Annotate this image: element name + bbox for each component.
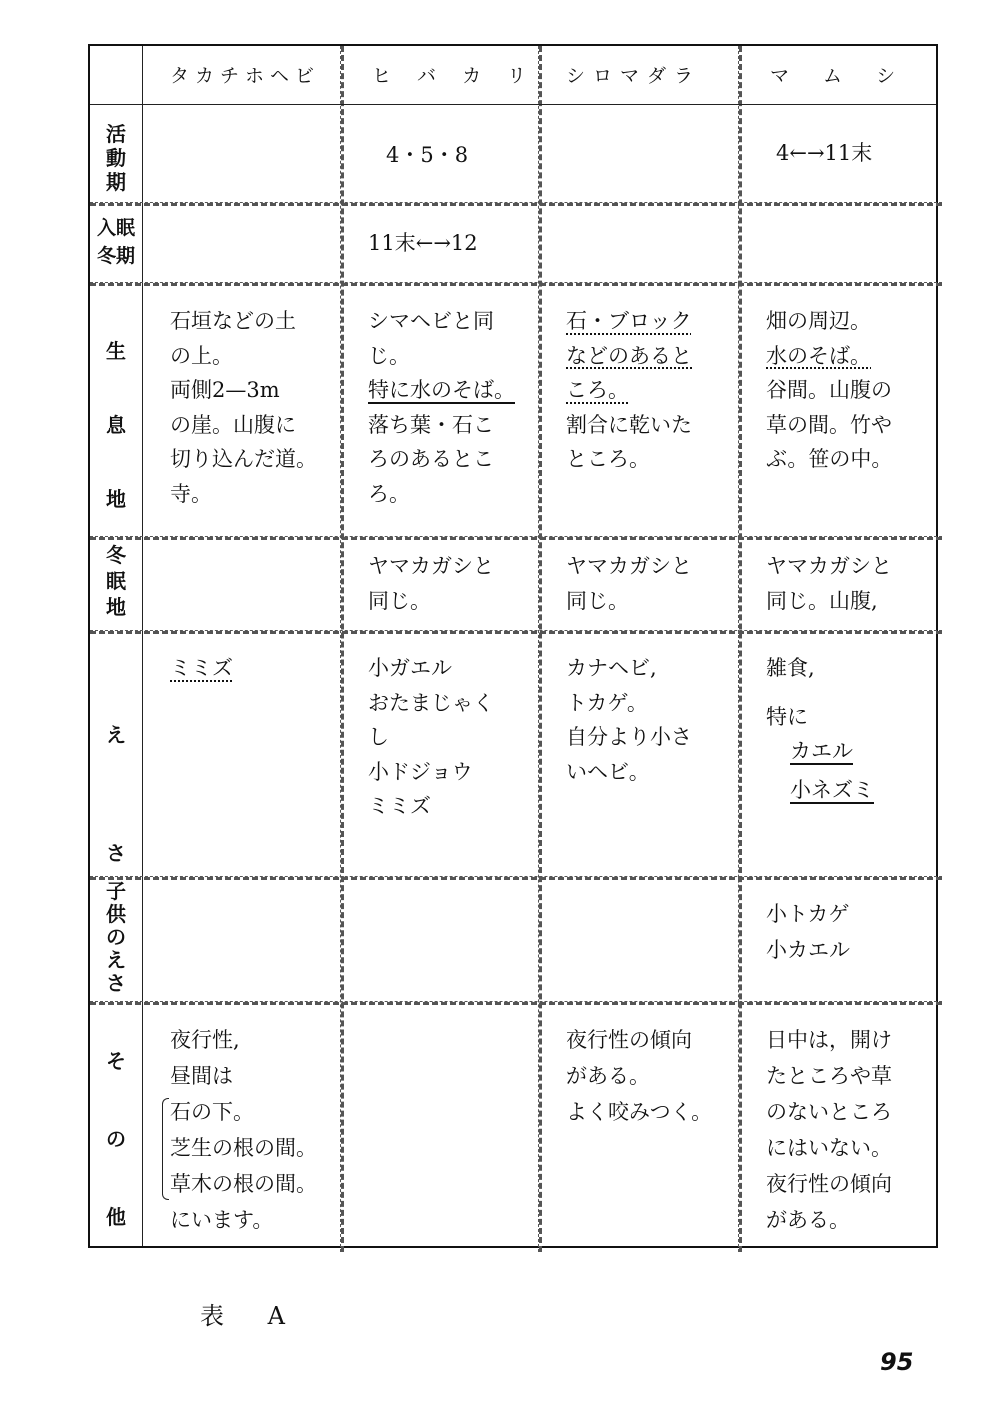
hibernation-site-hibakari: ヤマカガシと 同じ。 <box>368 554 494 613</box>
row-label-activity-period: 活 動 期 <box>106 122 126 194</box>
other-mamushi: 日中は，開け たところや草 のないところ にはいない。 夜行性の傾向 がある。 <box>766 1028 892 1232</box>
other-shiromadara: 夜行性の傾向 がある。 よく咬みつく。 <box>566 1028 713 1124</box>
row-label-hibernation-period: 入眠 冬期 <box>96 217 135 267</box>
left-brace <box>162 1098 169 1200</box>
table-caption: 表 A <box>200 1302 303 1330</box>
row-label-juvenile-food: 子 供 の え さ <box>106 879 126 995</box>
row-divider <box>90 1001 942 1005</box>
habitat-shiromadara: 石・ブロック などのあると ころ。 割合に乾いた ところ。 <box>566 309 692 471</box>
row-label-column-divider <box>142 46 143 1246</box>
other-takachihohebi: 夜行性, 昼間は 石の下。 芝生の根の間。 草木の根の間。 にいます。 <box>170 1028 317 1232</box>
hibernation-site-mamushi: ヤマカガシと 同じ。山腹, <box>766 554 892 613</box>
header-divider <box>90 104 936 105</box>
row-label-habitat: 生 息 地 <box>106 339 126 511</box>
column-divider <box>340 46 344 1252</box>
food-hibakari: 小ガエル おたまじゃく し 小ドジョウ ミミズ <box>368 656 494 818</box>
page-number: 95 <box>880 1348 914 1376</box>
row-divider <box>90 282 942 286</box>
column-divider <box>538 46 542 1252</box>
habitat-mamushi: 畑の周辺。 水のそば。 谷間。山腹の 草の間。竹や ぶ。笹の中。 <box>766 309 893 471</box>
food-takachihohebi: ミミズ <box>170 656 233 680</box>
hibernation-site-shiromadara: ヤマカガシと 同じ。 <box>566 554 692 613</box>
row-divider <box>90 536 942 540</box>
row-label-hibernation-site: 冬 眠 地 <box>106 543 126 619</box>
column-header-hibakari: ヒ バ カ リ <box>372 65 537 87</box>
column-divider <box>738 46 742 1252</box>
habitat-takachihohebi: 石垣などの土 の上。 両側2—3m の崖。山腹に 切り込んだ道。 寺。 <box>170 309 317 506</box>
row-divider <box>90 876 942 880</box>
food-mamushi: 雑食, 特に カエル 小ネズミ <box>766 656 874 802</box>
habitat-hibakari: シマヘビと同 じ。 特に水のそば。 落ち葉・石こ ろのあるとこ ろ。 <box>368 309 515 506</box>
food-shiromadara: カナヘビ, トカゲ。 自分より小さ いヘビ。 <box>566 656 692 784</box>
column-header-mamushi: マ ム シ <box>770 65 910 87</box>
hibernation-period-hibakari: 11末←→12 <box>368 231 478 255</box>
juvenile-food-mamushi: 小トカゲ 小カエル <box>766 902 850 962</box>
column-header-shiromadara: シロマダラ <box>566 65 702 87</box>
activity-hibakari: 4・5・8 <box>386 143 469 167</box>
snake-ecology-table <box>88 44 938 1248</box>
row-label-other: そ の 他 <box>106 1049 126 1229</box>
row-label-food: え さ <box>106 723 126 865</box>
activity-mamushi: 4←→11末 <box>776 141 873 165</box>
row-divider <box>90 630 942 634</box>
column-header-takachihohebi: タカチホヘビ <box>170 65 321 87</box>
row-divider <box>90 202 942 206</box>
